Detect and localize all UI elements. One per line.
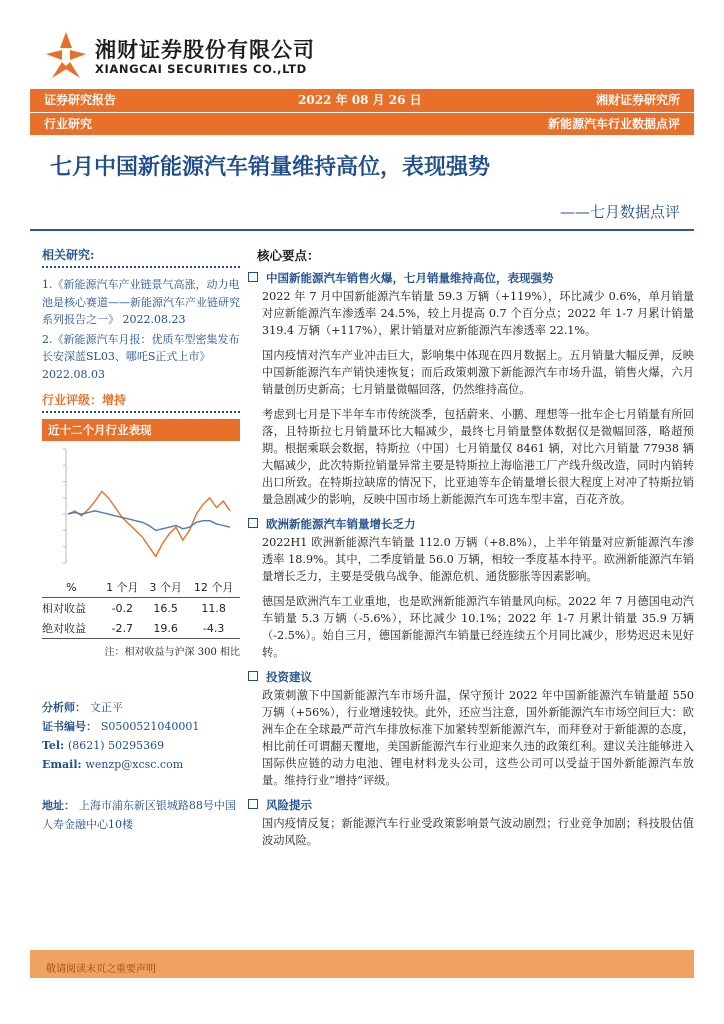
key-points-heading: 核心要点： (257, 248, 320, 263)
address-label: 地址： (42, 799, 75, 812)
table-row (42, 618, 240, 639)
paragraph: 2022 年 7 月中国新能源汽车销量 59.3 万辆（+119%），环比减少 0.6%，单月销量对应新能源汽车渗透率 24.5%，较上月提高 0.7 个百分点；2022 年 1-7 月累计销量 319.4 万辆（+117%），累计销量对应新能源汽车渗透率 22.1%。 (262, 290, 694, 337)
address-line (42, 796, 240, 834)
paragraph: 国内疫情对汽车产业冲击巨大，影响集中体现在四月数据上。五月销量大幅反弹，反映中国新能源汽车产销快速恢复；而后政策刺激下新能源汽车市场升温，销售火爆，六月销量创历史新高；七月销量微幅回落，仍然维持高位。 (262, 349, 694, 396)
performance-table (42, 577, 240, 639)
series-line-industry (68, 491, 230, 556)
checkbox-bullet-icon (248, 518, 258, 528)
section-heading-text: 欧洲新能源汽车销量增长乏力 (266, 517, 416, 531)
email-label: Email: (42, 758, 82, 771)
table-cell: 16.5 (153, 601, 178, 615)
performance-line-chart (42, 441, 240, 571)
section-heading (248, 669, 694, 685)
industry-rating: 行业评级：增持 (42, 391, 240, 413)
cert-number: S0500521040001 (100, 720, 200, 733)
paragraph: 政策刺激下中国新能源汽车市场升温，保守预计 2022 年中国新能源汽车销量超 550 万辆（+56%），行业增速较快。此外，还应当注意，国外新能源汽车市场空间巨大：欧洲车企在全球最严苛汽车排放标准下加紧转型新能源汽车，而拜登对于新能源的态度，相比前任可谓翻天覆地，美国新能源汽车行业迎来久违的政策红利。建议关注能够进入国际供应链的动力电池、锂电材料龙头公司，这些公司可以受益于国外新能源汽车放量。维持行业“增持”评级。 (262, 689, 694, 787)
related-research-heading: 相关研究: (42, 246, 240, 268)
related-item[interactable]: 2.《新能源汽车月报：优质车型密集发布 长安深蓝SL03、哪吒S正式上市》2022.08.03 (42, 332, 240, 381)
analyst-name: 文正平 (89, 701, 123, 714)
company-name-cn: 湘财证券股份有限公司 (95, 38, 315, 62)
page-subtitle: ——七月数据点评 (559, 203, 680, 221)
cert-label: 证书编号： (42, 720, 97, 733)
table-cell: 19.6 (144, 618, 187, 639)
row-label: 绝对收益 (42, 618, 101, 639)
header-band-top (30, 89, 694, 112)
tel-label: Tel: (42, 739, 65, 752)
analyst-line (42, 698, 240, 717)
tel-number: (8621) 50295369 (68, 739, 165, 752)
analyst-label: 分析师： (42, 701, 86, 714)
table-header: 12 个月 (187, 577, 240, 598)
series-line-index (68, 511, 230, 531)
checkbox-bullet-icon (248, 272, 258, 282)
section-heading (248, 270, 694, 286)
paragraph: 考虑到七月是下半年车市传统淡季，包括蔚来、小鹏、理想等一批车企七月销量有所回落，且特斯拉七月销量环比大幅减少，最终七月销量整体数据仅是微幅回落，略超预期。根据乘联会数据，特斯拉（中国）七月销量仅 8461 辆，对比六月销量 77938 辆大幅减少，此次特斯拉销量异常主要是特斯拉上海临港工厂产线升级改造，同时内销转出口所致。在特斯拉缺席的情况下，比亚迪等车企销量增长很大程度上对冲了特斯拉销量急剧减少的影响，反映中国市场上新能源汽车可选车型丰富，百花齐放。 (262, 408, 694, 506)
header-band-bottom (30, 113, 694, 135)
page-title: 七月中国新能源汽车销量维持高位，表现强势 (50, 154, 491, 180)
title-divider (30, 229, 694, 231)
report-category: 行业研究 (44, 117, 93, 131)
table-header: 1 个月 (101, 577, 144, 598)
company-name-en: XIANGCAI SECURITIES CO.,LTD (95, 62, 307, 76)
section-heading-text: 中国新能源汽车销售火爆，七月销量维持高位，表现强势 (266, 271, 554, 285)
chart-y-axis (63, 449, 66, 563)
table-cell: -0.2 (111, 601, 134, 615)
section-heading (248, 797, 694, 813)
main-content (257, 246, 694, 857)
section-heading-text: 风险提示 (266, 798, 312, 812)
row-label: 相对收益 (42, 602, 86, 615)
cert-line (42, 717, 240, 736)
table-cell: 11.8 (201, 601, 226, 615)
industry-performance-chart (42, 419, 240, 575)
section-heading-text: 投资建议 (266, 670, 312, 684)
email-address[interactable]: wenzp@xcsc.com (85, 758, 184, 771)
table-header: % (42, 577, 101, 598)
report-series: 新能源汽车行业数据点评 (547, 117, 680, 131)
related-item[interactable]: 1.《新能源汽车产业链景气高涨，动力电池是核心赛道——新能源汽车产业链研究系列报告之一》 2022.08.23 (42, 278, 240, 326)
sidebar (42, 246, 240, 834)
checkbox-bullet-icon (248, 671, 258, 681)
email-line (42, 755, 240, 774)
paragraph: 2022H1 欧洲新能源汽车销量 112.0 万辆（+8.8%），上半年销量对应新能源汽车渗透率 18.9%。其中，二季度销量 56.0 万辆，相较一季度基本持平。欧洲新能源汽车销量增长乏力，主要是受俄乌战争、能源危机、通货膨胀等因素影响。 (262, 536, 694, 583)
address-text: 上海市浦东新区银城路88号中国人寿金融中心10楼 (42, 799, 236, 831)
institute-name: 湘财证券研究所 (595, 93, 680, 107)
checkbox-bullet-icon (248, 799, 258, 809)
paragraph: 国内疫情反复；新能源汽车行业受政策影响景气波动剧烈；行业竞争加剧；科技股估值波动风险。 (262, 817, 694, 847)
table-note: 注：相对收益与沪深 300 相比 (104, 647, 240, 658)
tel-line (42, 736, 240, 755)
report-date: 2022 年 08 月 26 日 (298, 93, 422, 107)
related-research-list (42, 276, 240, 383)
disclaimer-link[interactable]: 敬请阅读末页之重要声明 (46, 964, 156, 975)
section-heading (248, 516, 694, 532)
paragraph: 德国是欧洲汽车工业重地，也是欧洲新能源汽车销量风向标。2022 年 7 月德国电动汽车销量 5.3 万辆（-5.6%），环比减少 10.1%；2022 年 1-7 月累计销量 35.9 万辆（-2.5%）。始自三月，德国新能源汽车销量已经连续五个月同比减少，形势迟迟未见好转。 (262, 595, 694, 659)
table-row (42, 598, 240, 619)
report-type: 证券研究报告 (44, 93, 117, 107)
chart-heading: 近十二个月行业表现 (42, 419, 240, 441)
table-cell: -4.3 (187, 618, 240, 639)
xiangcai-logo-icon (42, 30, 90, 82)
table-header: 3 个月 (144, 577, 187, 598)
table-cell: -2.7 (101, 618, 144, 639)
